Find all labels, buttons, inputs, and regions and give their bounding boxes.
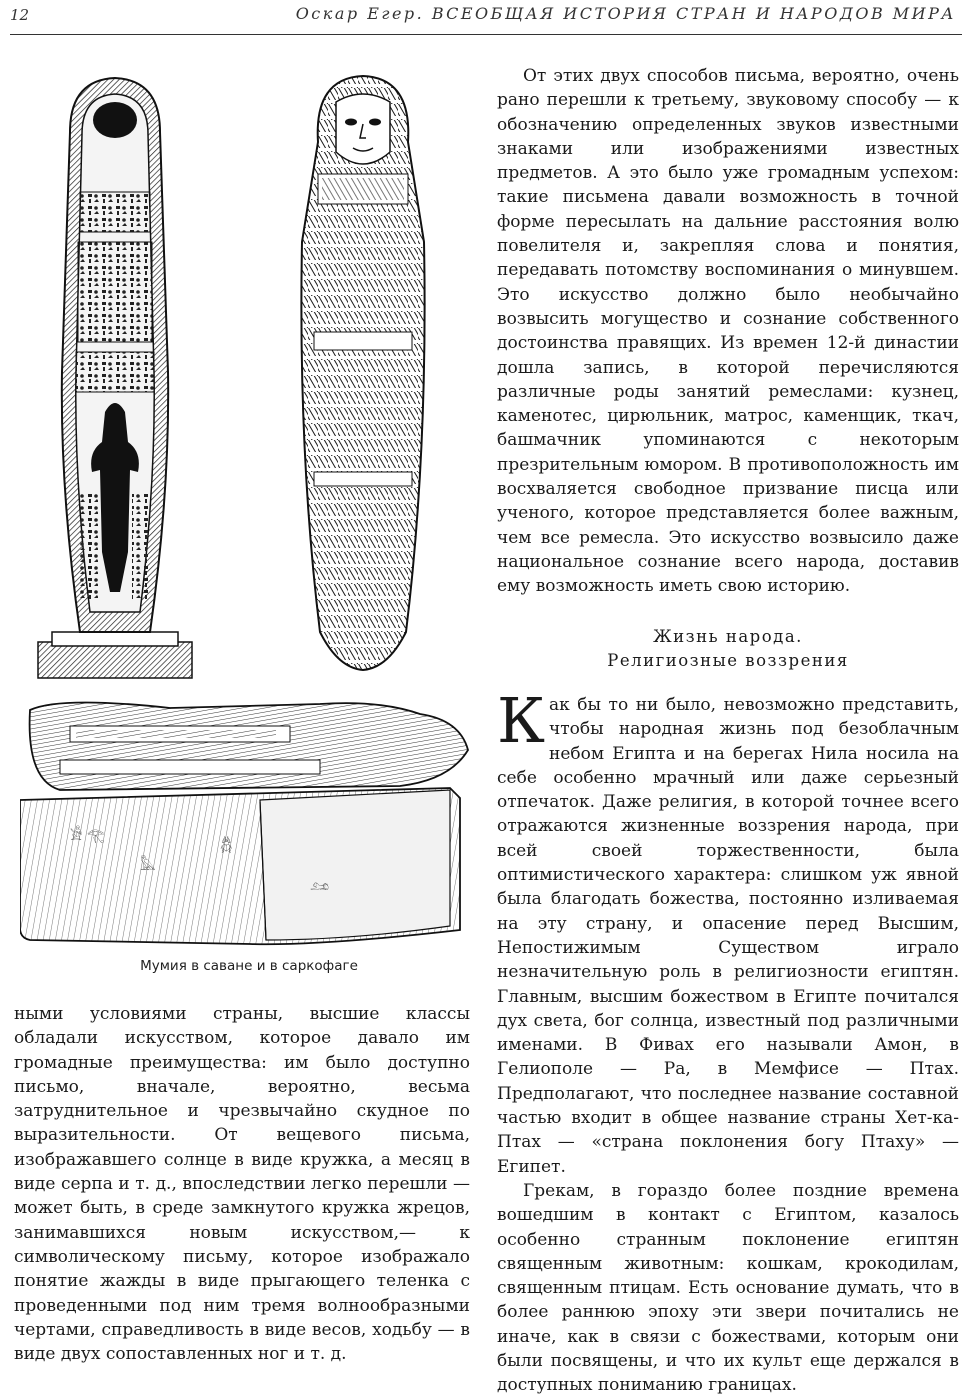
left-paragraph: ными условиями страны, высшие классы обладали искусством, которое давало им громадные преимущества: им было доступно письмо, вначале, вероятно, весьма затруднительное и чрезвычайно скудное по выразительности. От вещевого письма, изображавшего солнце в виде кружка, а месяц в виде серпа и т. д., впоследствии легко перешли — может быть, в среде замкнутого кружка жрецов, занимавшихся новым искусством,— к символическому письму, которое изображало понятие жажды в виде прыгающего теленка с проведенными под ним тремя волнообразными чертами, справедливость в виде весов, ходьбу — в виде двух сопоставленных ног и т. д. — [14, 1004, 470, 1365]
section-heading-line2: Религиозные воззрения — [607, 651, 849, 670]
section-heading — [497, 625, 959, 673]
right-paragraph-2 — [497, 684, 959, 1179]
left-column — [14, 1002, 470, 1366]
running-title: Оскар Егер. ВСЕОБЩАЯ ИСТОРИЯ СТРАН И НАРОДОВ МИРА — [295, 4, 956, 23]
right-column-bottom — [497, 684, 959, 1398]
mummy-case-illustration — [278, 72, 448, 672]
right-paragraph-3: Грекам, в гораздо более поздние времена вошедшим в контакт с Египтом, казалось особенно странным поклонение египтян священным животным: кошкам, крокодилам, священным птицам. Есть основание думать, что в более раннюю эпоху эти звери почитались не иначе, как в связи с божествами, которым они были посвящены, и что их культ еще держался в доступных пониманию границах. — [497, 1180, 959, 1396]
page-number: 12 — [10, 6, 30, 24]
sarcophagus-illustration — [20, 690, 480, 950]
header-rule — [10, 34, 962, 35]
svg-text:𓅓: 𓅓 — [140, 858, 156, 874]
right-column-top — [497, 64, 959, 599]
page-header — [0, 0, 972, 36]
svg-text:𓆣: 𓆣 — [220, 838, 233, 854]
svg-text:𓃭: 𓃭 — [310, 878, 330, 894]
drop-cap: К — [497, 684, 545, 757]
coffin-illustration-left — [30, 72, 200, 680]
figure-caption: Мумия в саване и в саркофаге — [140, 958, 358, 974]
section-heading-line1: Жизнь народа. — [653, 627, 803, 646]
right-paragraph-2-text: ак бы то ни было, невозможно представить, чтобы народная жизнь под безоблачным небом Египта и на берегах Нила носила на себе особенно мрачный или даже серьезный отпечаток. Даже религия, в которой точнее всего отражаются жизненные воззрения народа, при всей своей торжественности, была оптимистического характера: слишком уж явной была благодать божества, постоянно изливаемая на эту страну, и опасение перед Высшим, Непостижимым Существом играло незначительную роль в религиозности египтян. Главным, высшим божеством в Египте почитался дух света, бог солнца, известный под различными именами. В Фивах его называли Амон, в Гелиополе — Ра, в Мемфисе — Птах. Предполагают, что последнее название составной частью входит в общее название страны Хет-ка-Птах — «страна поклонения богу Птаху» — Египет. — [497, 695, 959, 1177]
right-paragraph-1: От этих двух способов письма, вероятно, очень рано перешли к третьему, звуковому способу — к обозначению определенных звуков известными знаками или изображениями известных предметов. А это было уже громадным успехом: такие письмена давали возможность в точной форме пересылать на дальние расстояния волю повелителя и, закрепляя слова и понятия, передавать потомству воспоминания о минувшем. Это искусство должно было необычайно возвысить могущество и сознание собственного достоинства правящих. Из времен 12-й династии дошла запись, в которой перечисляются различные роды занятий ремеслами: кузнец, каменотес, цирюльник, матрос, каменщик, ткач, башмачник упоминаются с некоторым презрительным юмором. В противоположность им восхваляется свободное призвание писца или ученого, которое представляется более важным, чем все ремесла. Это искусство возвысило даже национальное сознание всего народа, доставив ему возможность иметь свою историю. — [497, 66, 959, 597]
svg-text:𓀀 𓂀: 𓀀 𓂀 — [70, 828, 105, 844]
